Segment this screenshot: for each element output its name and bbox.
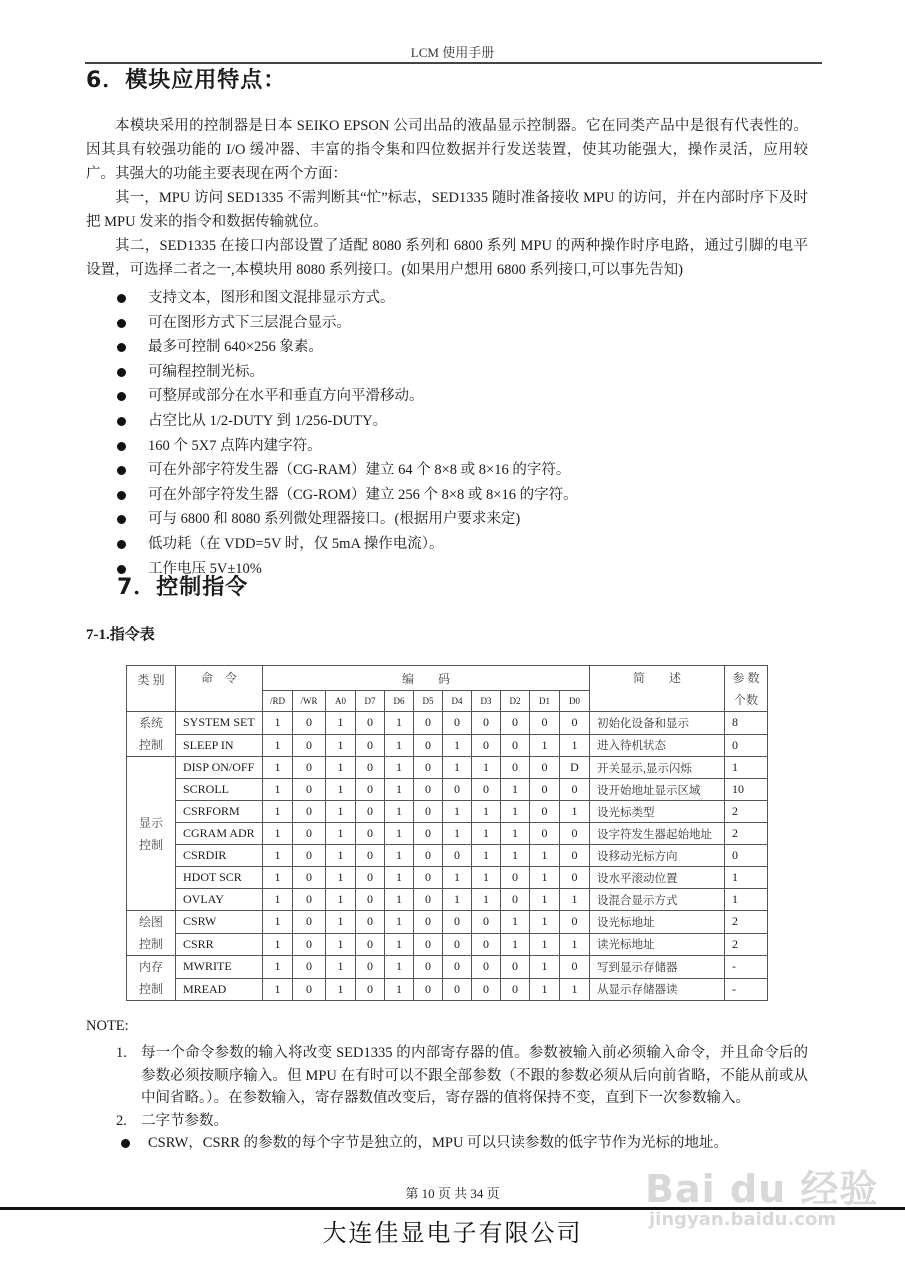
bit-cell: 0 xyxy=(356,734,385,757)
header-bit: D6 xyxy=(385,691,414,712)
bit-cell: 0 xyxy=(356,933,385,956)
watermark xyxy=(645,1158,878,1230)
param-count-cell: - xyxy=(725,956,768,979)
header-bit: D0 xyxy=(560,691,590,712)
bit-cell: 1 xyxy=(263,801,293,823)
bit-cell: 1 xyxy=(530,889,560,911)
header-bit: D3 xyxy=(472,691,501,712)
command-table xyxy=(126,665,768,1001)
bit-cell: 1 xyxy=(385,712,414,735)
command-name: OVLAY xyxy=(176,889,263,911)
list-item: 可与 6800 和 8080 系列微处理器接口。(根据用户要求来定) xyxy=(117,507,578,532)
bit-cell: 0 xyxy=(560,712,590,735)
bit-cell: 1 xyxy=(385,779,414,801)
command-name: SLEEP IN xyxy=(176,734,263,757)
bit-cell: 1 xyxy=(530,911,560,934)
bit-cell: 1 xyxy=(472,757,501,779)
bit-cell: 1 xyxy=(501,911,530,934)
bit-cell: 1 xyxy=(530,933,560,956)
company-name: 大连佳显电子有限公司 xyxy=(322,1219,583,1247)
description-cell: 设移动光标方向 xyxy=(590,845,725,867)
note-label: NOTE: xyxy=(86,1018,129,1034)
bit-cell: 1 xyxy=(560,801,590,823)
bit-cell: 1 xyxy=(472,801,501,823)
param-count-cell: 1 xyxy=(725,867,768,889)
list-item: 可在外部字符发生器（CG-RAM）建立 64 个 8×8 或 8×16 的字符。 xyxy=(117,458,578,483)
paragraph: 其一，MPU 访问 SED1335 不需判断其“忙”标志，SED1335 随时准备接收 MPU 的访问，并在内部时序下及时把 MPU 发来的指令和数据传输就位。 xyxy=(86,190,808,230)
list-item: 可在图形方式下三层混合显示。 xyxy=(117,311,578,336)
bit-cell: 0 xyxy=(501,712,530,735)
command-name: CSRDIR xyxy=(176,845,263,867)
bit-cell: 0 xyxy=(293,889,326,911)
bullet-icon xyxy=(117,491,126,500)
page-number: 第 10 页 共 34 页 xyxy=(405,1186,500,1201)
page-header-title: LCM 使用手册 xyxy=(410,45,495,60)
bit-cell: 0 xyxy=(414,823,443,845)
table-row xyxy=(127,978,768,1001)
bit-cell: 1 xyxy=(263,956,293,979)
bit-cell: 1 xyxy=(263,712,293,735)
bit-cell: 0 xyxy=(501,757,530,779)
bit-cell: 0 xyxy=(414,867,443,889)
bit-cell: 1 xyxy=(560,889,590,911)
bullet-icon xyxy=(117,392,126,401)
bit-cell: 1 xyxy=(385,823,414,845)
bit-cell: 1 xyxy=(501,779,530,801)
param-count-cell: - xyxy=(725,978,768,1001)
bit-cell: 1 xyxy=(326,978,356,1001)
bit-cell: 1 xyxy=(443,867,472,889)
description-cell: 设混合显示方式 xyxy=(590,889,725,911)
table-row xyxy=(127,823,768,845)
bit-cell: 1 xyxy=(443,757,472,779)
bit-cell: 1 xyxy=(560,734,590,757)
list-item: 占空比从 1/2-DUTY 到 1/256-DUTY。 xyxy=(117,409,578,434)
bit-cell: 0 xyxy=(560,823,590,845)
bit-cell: 1 xyxy=(263,911,293,934)
bit-cell: 1 xyxy=(530,978,560,1001)
bit-cell: 0 xyxy=(443,956,472,979)
bit-cell: 1 xyxy=(326,933,356,956)
bit-cell: 0 xyxy=(356,889,385,911)
bit-cell: 0 xyxy=(293,956,326,979)
header-bit: D1 xyxy=(530,691,560,712)
bullet-icon xyxy=(117,540,126,549)
category-cell: 内存 控制 xyxy=(127,956,176,1001)
bit-cell: 1 xyxy=(326,823,356,845)
bit-cell: 0 xyxy=(293,933,326,956)
bit-cell: 0 xyxy=(443,911,472,934)
category-cell: 绘图 控制 xyxy=(127,911,176,956)
bit-cell: 0 xyxy=(356,757,385,779)
table-header-row xyxy=(127,666,768,691)
bit-cell: 0 xyxy=(293,734,326,757)
bit-cell: 0 xyxy=(501,889,530,911)
header-bit: A0 xyxy=(326,691,356,712)
header-encoding: 编 码 xyxy=(263,666,590,691)
command-name: CSRFORM xyxy=(176,801,263,823)
category-cell: 显示 控制 xyxy=(127,757,176,911)
bit-cell: 0 xyxy=(414,911,443,934)
bullet-icon xyxy=(117,442,126,451)
table-row xyxy=(127,889,768,911)
paragraph: 其二，SED1335 在接口内部设置了适配 8080 系列和 6800 系列 MPU 的两种操作时序电路，通过引脚的电平设置，可选择二者之一,本模块用 8080 系列接口。(如果用户想用 6800 系列接口,可以事先告知) xyxy=(86,238,808,278)
bit-cell: 1 xyxy=(263,734,293,757)
bit-cell: 1 xyxy=(263,757,293,779)
bullet-icon xyxy=(121,1139,130,1148)
header-param-count: 参 数 个数 xyxy=(725,666,768,712)
note-item: 1. 每一个命令参数的输入将改变 SED1335 的内部寄存器的值。参数被输入前必须输入命令，并且命令后的参数必须按顺序输入。但 MPU 在有时可以不跟全部参数（不跟的参数必须从后向前省略，不能从前或从中间省略。）。在参数输入，寄存器数值改变后，寄存器的值将保持不变，直到下一次参数输入。 xyxy=(116,1045,808,1106)
bit-cell: 0 xyxy=(472,734,501,757)
bullet-icon xyxy=(117,466,126,475)
bit-cell: 0 xyxy=(472,712,501,735)
bit-cell: 1 xyxy=(385,911,414,934)
bit-cell: 0 xyxy=(472,779,501,801)
description-cell: 写到显示存储器 xyxy=(590,956,725,979)
bit-cell: 1 xyxy=(385,889,414,911)
param-count-cell: 0 xyxy=(725,845,768,867)
bit-cell: 1 xyxy=(326,801,356,823)
bit-cell: 0 xyxy=(293,801,326,823)
bit-cell: 1 xyxy=(501,845,530,867)
list-item: 支持文本，图形和图文混排显示方式。 xyxy=(117,286,578,311)
bit-cell: 1 xyxy=(443,734,472,757)
note-item: 2. 二字节参数。 xyxy=(116,1112,228,1129)
param-count-cell: 1 xyxy=(725,757,768,779)
bit-cell: 1 xyxy=(472,867,501,889)
list-item: 160 个 5X7 点阵内建字符。 xyxy=(117,434,578,459)
bit-cell: 0 xyxy=(472,978,501,1001)
bit-cell: 0 xyxy=(443,712,472,735)
table-row xyxy=(127,779,768,801)
bit-cell: 1 xyxy=(326,757,356,779)
bullet-icon xyxy=(117,368,126,377)
bit-cell: 0 xyxy=(560,956,590,979)
bit-cell: 0 xyxy=(293,867,326,889)
bit-cell: 0 xyxy=(501,978,530,1001)
bit-cell: 0 xyxy=(293,712,326,735)
command-name: SYSTEM SET xyxy=(176,712,263,735)
bit-cell: 0 xyxy=(414,734,443,757)
bit-cell: 0 xyxy=(293,823,326,845)
bit-cell: 0 xyxy=(356,867,385,889)
bit-cell: 0 xyxy=(530,779,560,801)
bit-cell: 1 xyxy=(385,845,414,867)
bit-cell: 0 xyxy=(560,779,590,801)
table-row xyxy=(127,734,768,757)
bit-cell: 0 xyxy=(414,956,443,979)
bit-cell: 1 xyxy=(326,911,356,934)
bit-cell: 0 xyxy=(414,933,443,956)
bit-cell: 0 xyxy=(293,845,326,867)
param-count-cell: 8 xyxy=(725,712,768,735)
baidu-logo-icon: Bai du 经验 xyxy=(645,1167,879,1211)
header-bit: D5 xyxy=(414,691,443,712)
bit-cell: 1 xyxy=(263,889,293,911)
bit-cell: 0 xyxy=(530,801,560,823)
bit-cell: 1 xyxy=(385,956,414,979)
bit-cell: 1 xyxy=(530,845,560,867)
command-name: HDOT SCR xyxy=(176,867,263,889)
param-count-cell: 2 xyxy=(725,933,768,956)
bit-cell: 1 xyxy=(560,933,590,956)
command-name: CSRW xyxy=(176,911,263,934)
bit-cell: 1 xyxy=(530,867,560,889)
bit-cell: 0 xyxy=(560,911,590,934)
bit-cell: 1 xyxy=(263,933,293,956)
bit-cell: 0 xyxy=(356,779,385,801)
command-name: SCROLL xyxy=(176,779,263,801)
bit-cell: 1 xyxy=(385,734,414,757)
description-cell: 设字符发生器起始地址 xyxy=(590,823,725,845)
bit-cell: 0 xyxy=(472,956,501,979)
bit-cell: 1 xyxy=(326,867,356,889)
bit-cell: 0 xyxy=(356,823,385,845)
bit-cell: 0 xyxy=(356,801,385,823)
param-count-cell: 0 xyxy=(725,734,768,757)
bit-cell: 0 xyxy=(560,845,590,867)
description-cell: 开关显示,显示闪烁 xyxy=(590,757,725,779)
table-row xyxy=(127,867,768,889)
bit-cell: 0 xyxy=(443,845,472,867)
bit-cell: 0 xyxy=(414,889,443,911)
category-cell: 系统 控制 xyxy=(127,712,176,757)
bit-cell: 0 xyxy=(293,978,326,1001)
bit-cell: 1 xyxy=(472,823,501,845)
bit-cell: 0 xyxy=(501,956,530,979)
bullet-icon xyxy=(117,294,126,303)
bit-cell: 1 xyxy=(472,889,501,911)
bit-cell: 0 xyxy=(443,933,472,956)
description-cell: 设光标地址 xyxy=(590,911,725,934)
bit-cell: 0 xyxy=(356,845,385,867)
bit-cell: 1 xyxy=(385,933,414,956)
bullet-icon xyxy=(117,417,126,426)
bit-cell: 0 xyxy=(443,779,472,801)
section-6-intro xyxy=(86,114,808,282)
bit-cell: 0 xyxy=(414,978,443,1001)
bit-cell: 1 xyxy=(443,823,472,845)
bit-cell: 1 xyxy=(443,889,472,911)
bullet-icon xyxy=(117,515,126,524)
table-row xyxy=(127,933,768,956)
bit-cell: 1 xyxy=(501,933,530,956)
list-item: 工作电压 5V±10% xyxy=(117,557,578,582)
description-cell: 进入待机状态 xyxy=(590,734,725,757)
bit-cell: 0 xyxy=(414,712,443,735)
header-description: 简 述 xyxy=(590,666,725,712)
param-count-cell: 2 xyxy=(725,801,768,823)
command-name: MWRITE xyxy=(176,956,263,979)
note-subitem: CSRW，CSRR 的参数的每个字节是独立的，MPU 可以只读参数的低字节作为光标的地址。 xyxy=(91,1132,808,1155)
bit-cell: 1 xyxy=(385,757,414,779)
bit-cell: 1 xyxy=(443,801,472,823)
description-cell: 读光标地址 xyxy=(590,933,725,956)
bit-cell: 1 xyxy=(263,845,293,867)
bit-cell: 0 xyxy=(560,867,590,889)
description-cell: 从显示存储器读 xyxy=(590,978,725,1001)
bit-cell: 0 xyxy=(530,757,560,779)
header-bit: D2 xyxy=(501,691,530,712)
bit-cell: 0 xyxy=(293,911,326,934)
bit-cell: 0 xyxy=(530,823,560,845)
bit-cell: 0 xyxy=(356,978,385,1001)
section-7-heading: 7．控制指令 xyxy=(117,575,249,600)
command-name: CGRAM ADR xyxy=(176,823,263,845)
bit-cell: 1 xyxy=(501,801,530,823)
bullet-icon xyxy=(117,319,126,328)
bit-cell: 1 xyxy=(326,956,356,979)
bit-cell: 1 xyxy=(385,867,414,889)
command-name: DISP ON/OFF xyxy=(176,757,263,779)
description-cell: 初始化设备和显示 xyxy=(590,712,725,735)
paragraph: 本模块采用的控制器是日本 SEIKO EPSON 公司出品的液晶显示控制器。它在同类产品中是很有代表性的。因其具有较强功能的 I/O 缓冲器、丰富的指令集和四位数据并行发送装置，使其功能强大，操作灵活，应用较广。其强大的功能主要表现在两个方面： xyxy=(86,118,808,182)
notes-list xyxy=(116,1042,808,1155)
bit-cell: D xyxy=(560,757,590,779)
table-row xyxy=(127,801,768,823)
table-row xyxy=(127,757,768,779)
header-command: 命 令 xyxy=(176,666,263,712)
header-bit: /WR xyxy=(293,691,326,712)
bit-cell: 0 xyxy=(356,911,385,934)
param-count-cell: 10 xyxy=(725,779,768,801)
bit-cell: 0 xyxy=(414,845,443,867)
bit-cell: 0 xyxy=(501,867,530,889)
bit-cell: 1 xyxy=(385,978,414,1001)
bit-cell: 1 xyxy=(326,889,356,911)
bit-cell: 1 xyxy=(385,801,414,823)
bit-cell: 1 xyxy=(326,712,356,735)
header-bit: /RD xyxy=(263,691,293,712)
bit-cell: 0 xyxy=(472,911,501,934)
bit-cell: 0 xyxy=(293,779,326,801)
bit-cell: 1 xyxy=(263,823,293,845)
table-row xyxy=(127,956,768,979)
table-row xyxy=(127,845,768,867)
bit-cell: 1 xyxy=(326,845,356,867)
header-category: 类 别 xyxy=(127,666,176,712)
bit-cell: 0 xyxy=(472,933,501,956)
command-name: MREAD xyxy=(176,978,263,1001)
feature-list xyxy=(117,286,578,581)
header-bit: D4 xyxy=(443,691,472,712)
list-item: 可在外部字符发生器（CG-ROM）建立 256 个 8×8 或 8×16 的字符。 xyxy=(117,483,578,508)
param-count-cell: 2 xyxy=(725,823,768,845)
section-7-1-heading: 7-1.指令表 xyxy=(86,627,155,643)
list-item: 最多可控制 640×256 象素。 xyxy=(117,335,578,360)
bit-cell: 1 xyxy=(326,779,356,801)
bit-cell: 0 xyxy=(501,734,530,757)
bit-cell: 1 xyxy=(263,978,293,1001)
bit-cell: 1 xyxy=(326,734,356,757)
bit-cell: 0 xyxy=(414,757,443,779)
bit-cell: 0 xyxy=(530,712,560,735)
table-row xyxy=(127,911,768,934)
table-row xyxy=(127,712,768,735)
bit-cell: 0 xyxy=(414,779,443,801)
header-bit: D7 xyxy=(356,691,385,712)
bit-cell: 1 xyxy=(472,845,501,867)
bullet-icon xyxy=(117,343,126,352)
param-count-cell: 1 xyxy=(725,889,768,911)
bit-cell: 0 xyxy=(356,712,385,735)
param-count-cell: 2 xyxy=(725,911,768,934)
bit-cell: 0 xyxy=(443,978,472,1001)
watermark-url: jingyan.baidu.com xyxy=(649,1209,837,1230)
bit-cell: 1 xyxy=(501,823,530,845)
bit-cell: 1 xyxy=(530,956,560,979)
bit-cell: 1 xyxy=(530,734,560,757)
bit-cell: 0 xyxy=(414,801,443,823)
list-item: 可整屏或部分在水平和垂直方向平滑移动。 xyxy=(117,384,578,409)
bit-cell: 1 xyxy=(263,779,293,801)
description-cell: 设开始地址显示区域 xyxy=(590,779,725,801)
bit-cell: 0 xyxy=(356,956,385,979)
command-name: CSRR xyxy=(176,933,263,956)
section-6-heading: 6．模块应用特点： xyxy=(86,68,287,93)
bit-cell: 0 xyxy=(293,757,326,779)
list-item: 低功耗（在 VDD=5V 时，仅 5mA 操作电流）。 xyxy=(117,532,578,557)
bit-cell: 1 xyxy=(263,867,293,889)
bit-cell: 1 xyxy=(560,978,590,1001)
list-item: 可编程控制光标。 xyxy=(117,360,578,385)
description-cell: 设水平滚动位置 xyxy=(590,867,725,889)
description-cell: 设光标类型 xyxy=(590,801,725,823)
